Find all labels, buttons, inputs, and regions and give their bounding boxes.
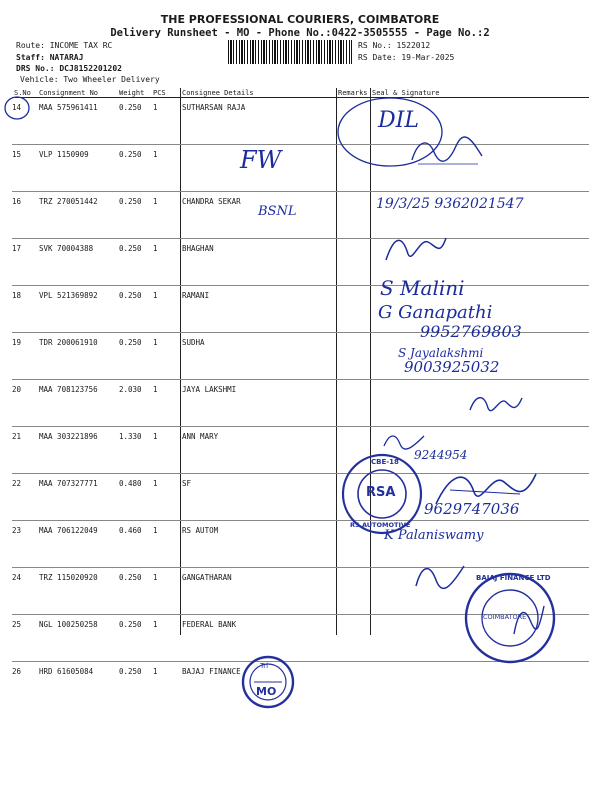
- signature-row-22: [380, 430, 430, 452]
- row-remarks: [336, 192, 370, 239]
- rs-number: RS No.: 1522012: [358, 41, 431, 50]
- row-weight: 0.250: [117, 568, 151, 615]
- col-seal: Seal & Signature: [370, 88, 589, 98]
- table-row: [12, 239, 589, 286]
- table-header-row: [12, 88, 589, 98]
- signature-row-15: [408, 130, 488, 170]
- row-weight: 0.460: [117, 521, 151, 568]
- col-consignment: Consignment No: [37, 88, 117, 98]
- signature-row-21: [466, 390, 526, 420]
- runsheet-subtitle: Delivery Runsheet - MO - Phone No.:0422-3505555 - Page No.:2: [110, 27, 490, 39]
- row-consignee: CHANDRA SEKAR: [180, 192, 336, 239]
- row-consignee: ANN MARY: [180, 427, 336, 474]
- row-weight: 0.480: [117, 474, 151, 521]
- row-consignment: MAA 303221896: [37, 427, 117, 474]
- handwriting-signature-row-16: 19/3/25 9362021547: [376, 196, 524, 212]
- row-consignee: GANGATHARAN: [180, 568, 336, 615]
- row-sno: 18: [12, 286, 37, 333]
- row-sno: 19: [12, 333, 37, 380]
- row-pcs: 1: [153, 667, 158, 676]
- row-consignee: RAMANI: [180, 286, 336, 333]
- handwriting-smalini: S Malini: [380, 276, 465, 300]
- row-remarks: [336, 239, 370, 286]
- row-consignment: TDR 200061910: [37, 333, 117, 380]
- row-sno: 16: [12, 192, 37, 239]
- row-pcs: 1: [151, 192, 180, 239]
- handwriting-phone-row-24: 9629747036: [424, 500, 520, 518]
- row-consignee: SUTHARSAN RAJA: [180, 98, 336, 145]
- mo-stamp-top: Tri: [260, 662, 269, 670]
- handwriting-bsnl: BSNL: [258, 204, 297, 219]
- rsa-stamp-top: CBE-18: [371, 458, 399, 466]
- table-row: [12, 662, 589, 709]
- row-weight: 1.330: [117, 427, 151, 474]
- col-sno: S.No: [12, 88, 37, 98]
- row-consignee: BAJAJ FINANCE: [182, 667, 241, 676]
- table-row: [12, 145, 589, 192]
- handwriting-dil: DIL: [378, 108, 419, 133]
- row-pcs: 1: [151, 239, 180, 286]
- row-remarks: [336, 662, 370, 709]
- row-pcs: 1: [151, 474, 180, 521]
- vehicle-label: Vehicle: Two Wheeler Delivery: [20, 75, 160, 84]
- row-sno: 22: [12, 474, 37, 521]
- row-pcs: 1: [151, 427, 180, 474]
- row-pcs: 1: [151, 98, 180, 145]
- row-remarks: [336, 380, 370, 427]
- row-weight: 0.250: [117, 333, 151, 380]
- rsa-stamp-center: RSA: [366, 485, 396, 500]
- row-consignment: MAA 707327771: [37, 474, 117, 521]
- row-remarks: [336, 568, 370, 615]
- handwriting-phone-row-20: 9003925032: [404, 358, 500, 376]
- row-consignment: VLP 1150909: [37, 145, 117, 192]
- row-weight: 0.250: [117, 615, 151, 662]
- col-remarks: Remarks: [336, 88, 370, 98]
- pen-circle-mark: [2, 94, 32, 122]
- row-consignment: MAA 706122049: [37, 521, 117, 568]
- row-seal: [370, 662, 589, 709]
- row-consignment: MAA 708123756: [37, 380, 117, 427]
- row-remarks: [336, 615, 370, 662]
- row-consignee: JAYA LAKSHMI: [180, 380, 336, 427]
- handwriting-phone-row-22: 9244954: [414, 448, 468, 462]
- bajaj-stamp-ring: BAJAJ FINANCE LTD: [476, 574, 551, 582]
- row-consignment: HRD 61605084: [39, 667, 94, 676]
- signature-row-17: [380, 228, 450, 268]
- row-sno: 17: [12, 239, 37, 286]
- row-weight: 0.250: [117, 98, 151, 145]
- signature-row-25: [410, 558, 470, 594]
- row-consignee: SF: [180, 474, 336, 521]
- row-sno: 26: [12, 667, 22, 676]
- col-consignee: Consignee Details: [180, 88, 336, 98]
- bajaj-stamp-center: COIMBATORE: [483, 613, 527, 621]
- row-consignee: BHAGHAN: [180, 239, 336, 286]
- row-sno: 23: [12, 521, 37, 568]
- row-consignment: TRZ 270051442: [37, 192, 117, 239]
- row-consignment: VPL 521369892: [37, 286, 117, 333]
- staff-label: Staff: NATARAJ: [16, 53, 84, 62]
- row-pcs: 1: [151, 333, 180, 380]
- handwriting-kpalaniswamy: K Palaniswamy: [384, 528, 484, 543]
- rs-date: RS Date: 19-Mar-2025: [358, 53, 455, 62]
- drs-barcode: [228, 40, 352, 64]
- row-pcs: 1: [151, 568, 180, 615]
- row-remarks: [336, 286, 370, 333]
- row-consignee: RS AUTOM: [180, 521, 336, 568]
- col-weight: Weight: [117, 88, 151, 98]
- handwriting-gganapathi: G Ganapathi: [378, 302, 493, 323]
- row-consignee: SUDHA: [180, 333, 336, 380]
- row-pcs: 1: [151, 615, 180, 662]
- handwriting-sjayalakshmi: S Jayalakshmi: [398, 346, 484, 360]
- row-weight: 0.250: [117, 239, 151, 286]
- row-pcs: 1: [151, 380, 180, 427]
- row-sno: 25: [12, 615, 37, 662]
- handwriting-fw: FW: [240, 146, 282, 174]
- row-sno: 24: [12, 568, 37, 615]
- row-pcs: 1: [151, 286, 180, 333]
- row-sno: 20: [12, 380, 37, 427]
- row-consignment: MAA 575961411: [37, 98, 117, 145]
- table-row: [12, 98, 589, 145]
- row-consignment: TRZ 115020920: [37, 568, 117, 615]
- table-row: [12, 521, 589, 568]
- row-sno: 21: [12, 427, 37, 474]
- row-weight: 0.250: [117, 145, 151, 192]
- signature-row-23: [430, 464, 540, 514]
- row-consignment: SVK 70004388: [37, 239, 117, 286]
- handwriting-phone-row-19: 9952769803: [420, 322, 522, 341]
- drs-number: DRS No.: DCJ8152201202: [16, 64, 122, 73]
- mo-stamp-center: MO: [256, 685, 277, 698]
- row-weight: 0.250: [117, 192, 151, 239]
- row-consignment: NGL 100250258: [37, 615, 117, 662]
- row-pcs: 1: [151, 145, 180, 192]
- row-weight: 2.030: [117, 380, 151, 427]
- row-weight: 0.250: [119, 667, 142, 676]
- row-sno: 15: [12, 145, 37, 192]
- row-sno: 14: [12, 98, 37, 145]
- col-pcs: PCS: [151, 88, 180, 98]
- row-weight: 0.250: [117, 286, 151, 333]
- row-remarks: [336, 333, 370, 380]
- rsa-stamp-ring: RS AUTOMOTIVE: [350, 521, 411, 529]
- company-title: THE PROFESSIONAL COURIERS, COIMBATORE: [160, 13, 440, 26]
- row-pcs: 1: [151, 521, 180, 568]
- route-label: Route: INCOME TAX RC: [16, 41, 113, 50]
- row-consignee: FEDERAL BANK: [180, 615, 336, 662]
